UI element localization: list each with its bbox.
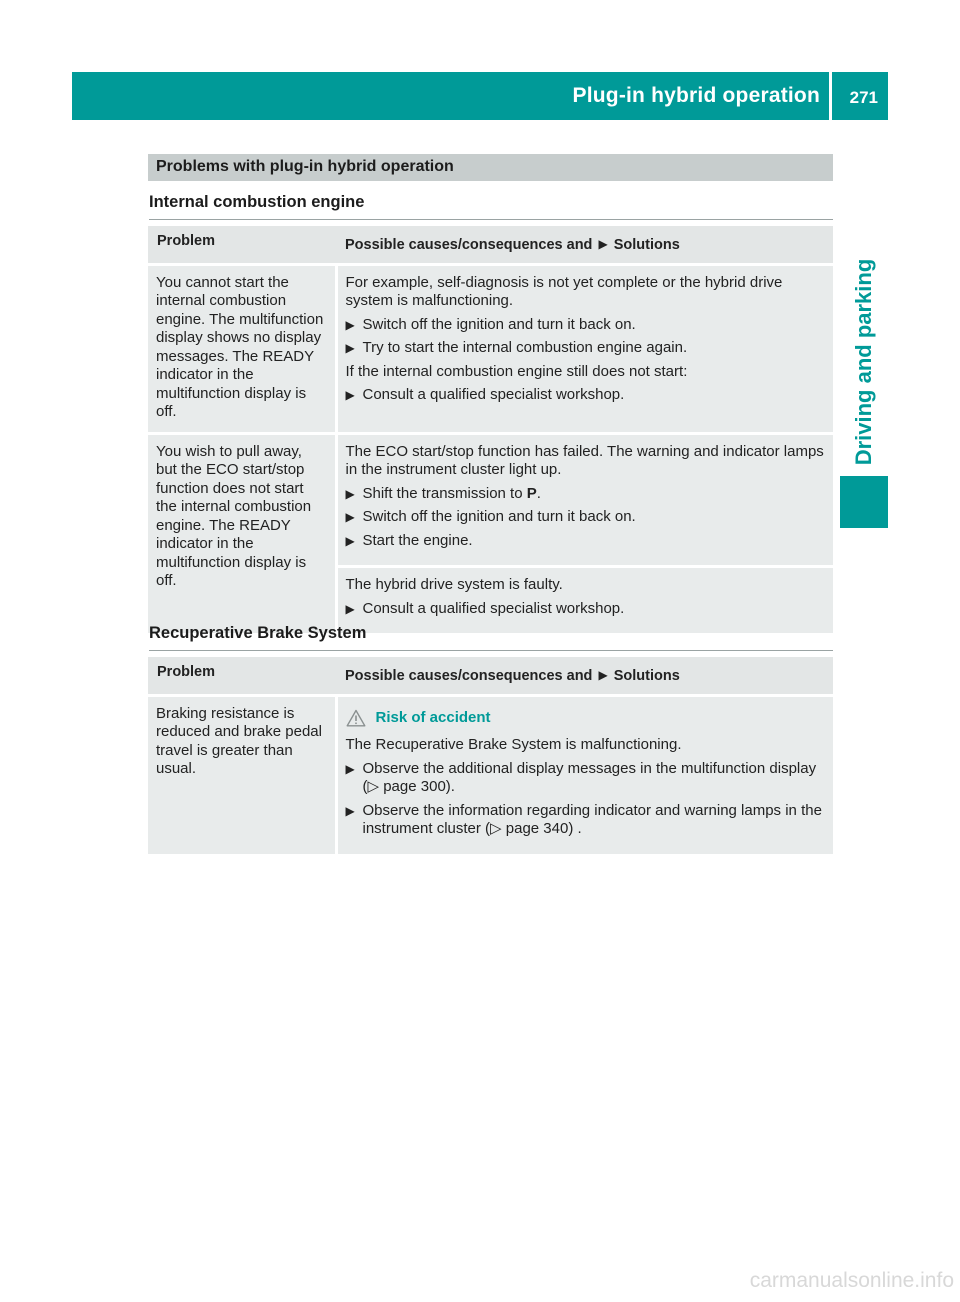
action-step: ▶ Start the engine. [345, 531, 473, 549]
action-step: ▶ Consult a qualified specialist workshop. [345, 599, 625, 617]
arrow-right-icon: ▶ [345, 341, 355, 355]
action-step: ▶ Consult a qualified specialist workshop. [345, 386, 625, 403]
warning-triangle-icon [346, 709, 366, 727]
cause-text: The hybrid drive system is faulty. [345, 576, 563, 593]
arrow-right-icon: ▶ [598, 237, 608, 251]
side-tab-marker [840, 476, 888, 528]
warning-notice [346, 709, 826, 728]
action-step: ▶ Shift the transmission to P. [345, 484, 541, 502]
col-header-problem: Problem [148, 226, 336, 264]
arrow-right-icon: ▶ [345, 510, 355, 524]
solution-cell [336, 695, 833, 854]
cause-text: For example, self-diagnosis is not yet complete or the hybrid drive system is malfunctioning. [345, 273, 783, 309]
col-header-problem: Problem [148, 657, 336, 695]
header-title: Plug-in hybrid operation [572, 84, 820, 107]
arrow-right-icon: ▶ [345, 317, 355, 332]
arrow-right-icon: ▶ [345, 761, 355, 776]
action-step: ▶ Observe the additional display messages in the multifunction display (▷ page 300). [345, 759, 817, 795]
side-tab [840, 248, 888, 476]
page-reference[interactable]: page 340 [505, 820, 569, 837]
subheading-rbs: Recuperative Brake System [149, 624, 833, 651]
cause-text: The ECO start/stop function has failed. The warning and indicator lamps in the instrument cluster light up. [345, 442, 824, 478]
watermark: carmanualsonline.info [749, 1269, 954, 1292]
page-header [72, 72, 888, 120]
arrow-right-icon: ▶ [598, 668, 608, 682]
problem-cell: You cannot start the internal combustion engine. The multifunction display shows no display messages. The READY indicator in the multifunction display is off. [148, 264, 336, 433]
table-recuperative-brake-system [148, 657, 833, 854]
page-ref-arrow-icon: ▷ [490, 820, 502, 837]
action-step: ▶ Switch off the ignition and turn it back on. [345, 315, 636, 333]
table-internal-combustion-engine [148, 226, 833, 633]
table-header-row [148, 657, 833, 695]
table-row [148, 264, 833, 433]
table-row [148, 695, 833, 854]
arrow-right-icon: ▶ [345, 803, 355, 818]
arrow-right-icon: ▶ [345, 533, 355, 548]
col-header-solutions: Possible causes/consequences and ▶ Solutions [336, 226, 833, 264]
cause-text: The Recuperative Brake System is malfunctioning. [345, 736, 682, 753]
solution-cell [336, 433, 833, 567]
table-row [148, 433, 833, 567]
problem-cell: You wish to pull away, but the ECO start/stop function does not start the internal combustion engine. The READY indicator in the multifunction display is off. [148, 433, 336, 633]
subheading-ice: Internal combustion engine [149, 193, 833, 220]
arrow-right-icon: ▶ [345, 388, 355, 402]
section-title: Problems with plug-in hybrid operation [156, 158, 454, 175]
header-divider [829, 72, 832, 120]
side-tab-label: Driving and parking [850, 258, 876, 466]
warning-title: Risk of accident [375, 708, 491, 726]
problem-cell: Braking resistance is reduced and brake pedal travel is greater than usual. [148, 695, 336, 854]
arrow-right-icon: ▶ [345, 486, 355, 501]
arrow-right-icon: ▶ [345, 601, 355, 616]
condition-text: If the internal combustion engine still does not start: [345, 362, 688, 380]
page-ref-arrow-icon: ▷ [367, 778, 380, 795]
page-number: 271 [849, 88, 878, 107]
page-reference[interactable]: page 300 [383, 778, 446, 795]
action-step: ▶ Try to start the internal combustion engine again. [345, 339, 688, 356]
action-step: ▶ Observe the information regarding indicator and warning lamps in the instrument cluster (▷ page 340) . [345, 801, 822, 837]
section-banner [148, 154, 833, 181]
solution-cell [336, 264, 833, 433]
table-header-row [148, 226, 833, 264]
col-header-solutions: Possible causes/consequences and ▶ Solutions [336, 657, 833, 695]
action-step: ▶ Switch off the ignition and turn it back on. [345, 508, 636, 525]
